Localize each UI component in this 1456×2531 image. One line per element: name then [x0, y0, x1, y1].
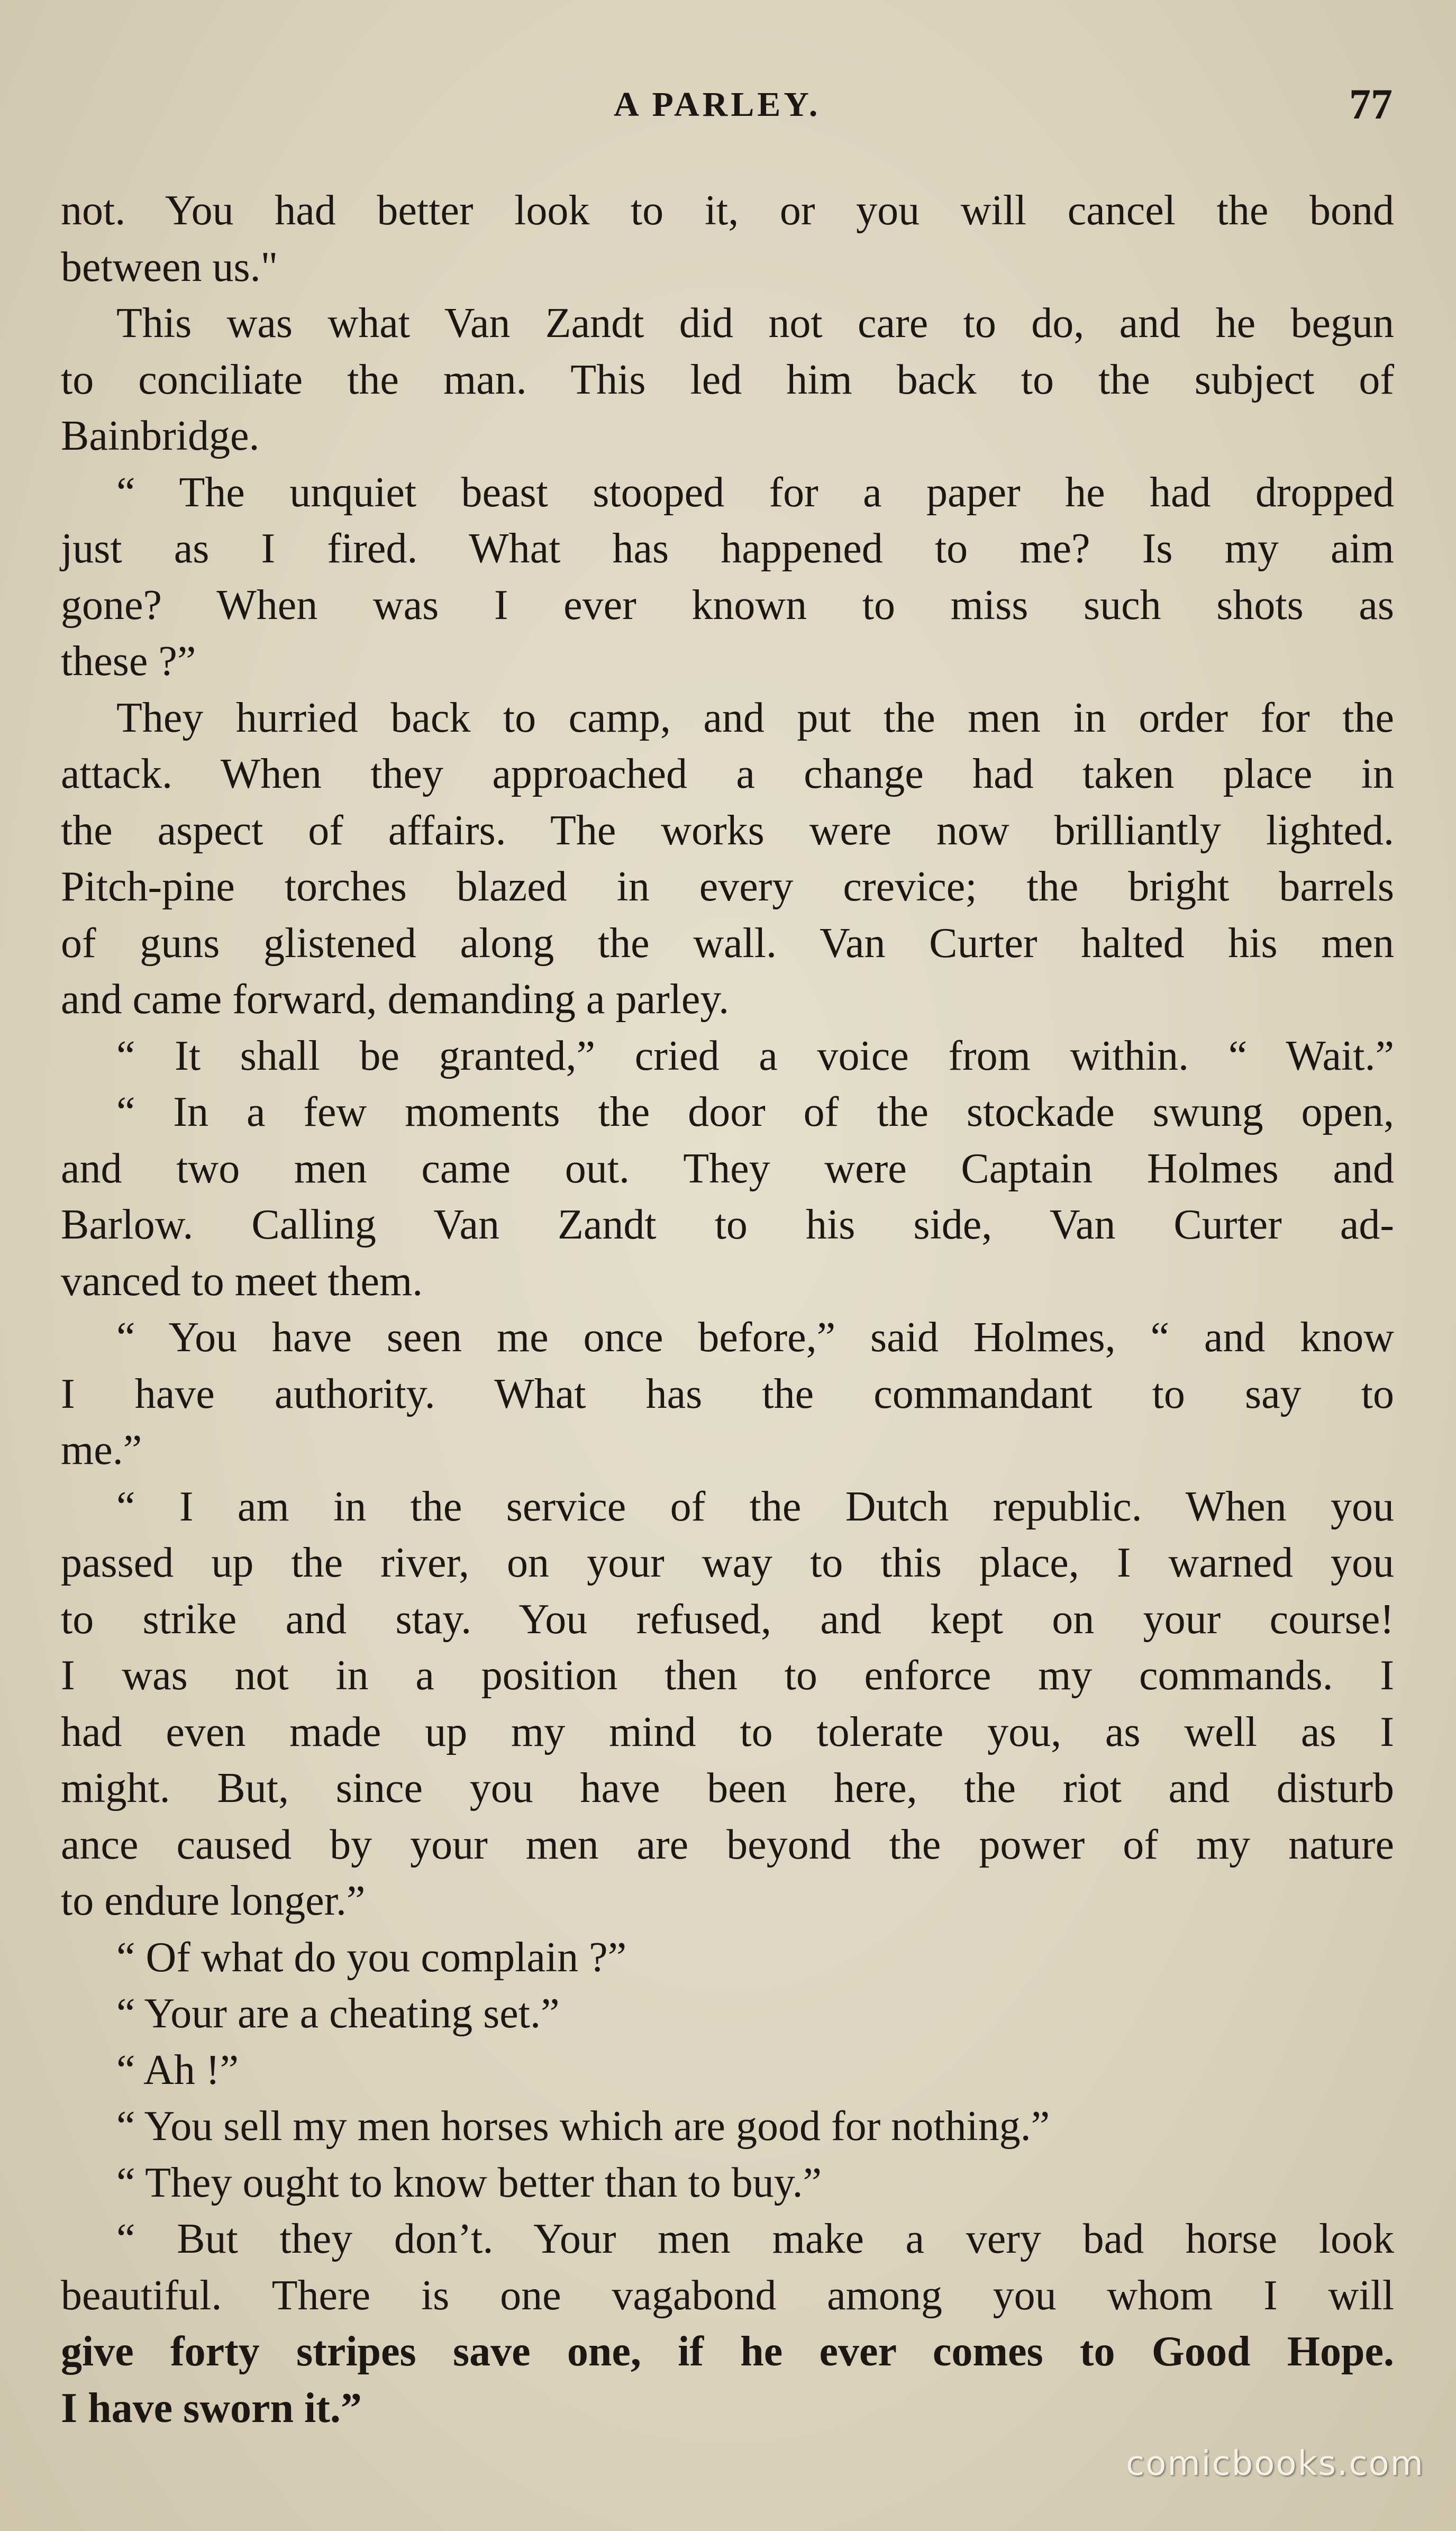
text-line: “ It shall be granted,” cried a voice from within. “ Wait.”	[116, 1032, 1394, 1079]
text-line: between us."	[61, 243, 278, 290]
text-line: of guns glistened along the wall. Van Curter halted his men	[61, 919, 1394, 967]
text-line: “ The unquiet beast stooped for a paper he had dropped	[116, 469, 1394, 516]
text-line: I have authority. What has the commandant to say to	[61, 1370, 1394, 1417]
text-line: “ Ah !”	[116, 2046, 239, 2093]
text-line: “ Your are a cheating set.”	[116, 1990, 560, 2037]
text-line: and two men came out. They were Captain Holmes and	[61, 1145, 1394, 1192]
text-line: to strike and stay. You refused, and kept on your course!	[61, 1596, 1394, 1643]
text-line: had even made up my mind to tolerate you, as well as I	[61, 1708, 1394, 1755]
watermark: comicbooks.com	[1125, 2444, 1424, 2483]
text-line: I have sworn it.”	[61, 2384, 362, 2432]
text-line: give forty stripes save one, if he ever comes to Good Hope.	[61, 2328, 1394, 2375]
text-line: Bainbridge.	[61, 413, 260, 459]
text-line: gone? When was I ever known to miss such shots as	[61, 581, 1394, 629]
text-line: passed up the river, on your way to this place, I warned you	[61, 1540, 1394, 1586]
text-line: not. You had better look to it, or you will cancel the bond	[61, 187, 1394, 234]
page-number: 77	[1349, 80, 1393, 128]
text-line: I was not in a position then to enforce my commands. I	[61, 1652, 1394, 1699]
text-line: beautiful. There is one vagabond among you whom I will	[61, 2272, 1394, 2319]
text-line: Pitch-pine torches blazed in every crevice; the bright barrels	[61, 863, 1394, 910]
text-line: This was what Van Zandt did not care to do, and he begun	[116, 300, 1394, 347]
text-line: “ In a few moments the door of the stockade swung open,	[116, 1089, 1394, 1135]
text-line: just as I fired. What has happened to me? Is my aim	[61, 525, 1394, 572]
text-line: vanced to meet them.	[61, 1258, 423, 1305]
page-header	[0, 79, 1456, 143]
text-line: ance caused by your men are beyond the power of my nature	[61, 1821, 1394, 1868]
text-line: attack. When they approached a change had taken place in	[61, 751, 1394, 797]
text-line: might. But, since you have been here, the riot and disturb	[61, 1765, 1394, 1811]
text-line: these ?”	[61, 638, 196, 685]
text-line: to conciliate the man. This led him back to the subject of	[61, 356, 1394, 403]
text-line: “ You have seen me once before,” said Holmes, “ and know	[116, 1314, 1394, 1361]
text-line: “ I am in the service of the Dutch republic. When you	[116, 1483, 1394, 1530]
text-line: “ They ought to know better than to buy.”	[116, 2159, 822, 2206]
text-line: the aspect of affairs. The works were now brilliantly lighted.	[61, 807, 1394, 854]
text-line: me.”	[61, 1427, 142, 1473]
text-line: “ But they don’t. Your men make a very bad horse look	[116, 2216, 1394, 2262]
text-line: to endure longer.”	[61, 1878, 366, 1924]
text-line: “ Of what do you complain ?”	[116, 1934, 627, 1981]
text-line: “ You sell my men horses which are good for nothing.”	[116, 2103, 1050, 2150]
text-line: Barlow. Calling Van Zandt to his side, Van Curter ad-	[61, 1201, 1394, 1248]
text-line: They hurried back to camp, and put the men in order for the	[116, 694, 1394, 741]
running-title: A PARLEY.	[614, 85, 821, 124]
text-line: and came forward, demanding a parley.	[61, 976, 730, 1023]
body-text	[61, 183, 1394, 2436]
